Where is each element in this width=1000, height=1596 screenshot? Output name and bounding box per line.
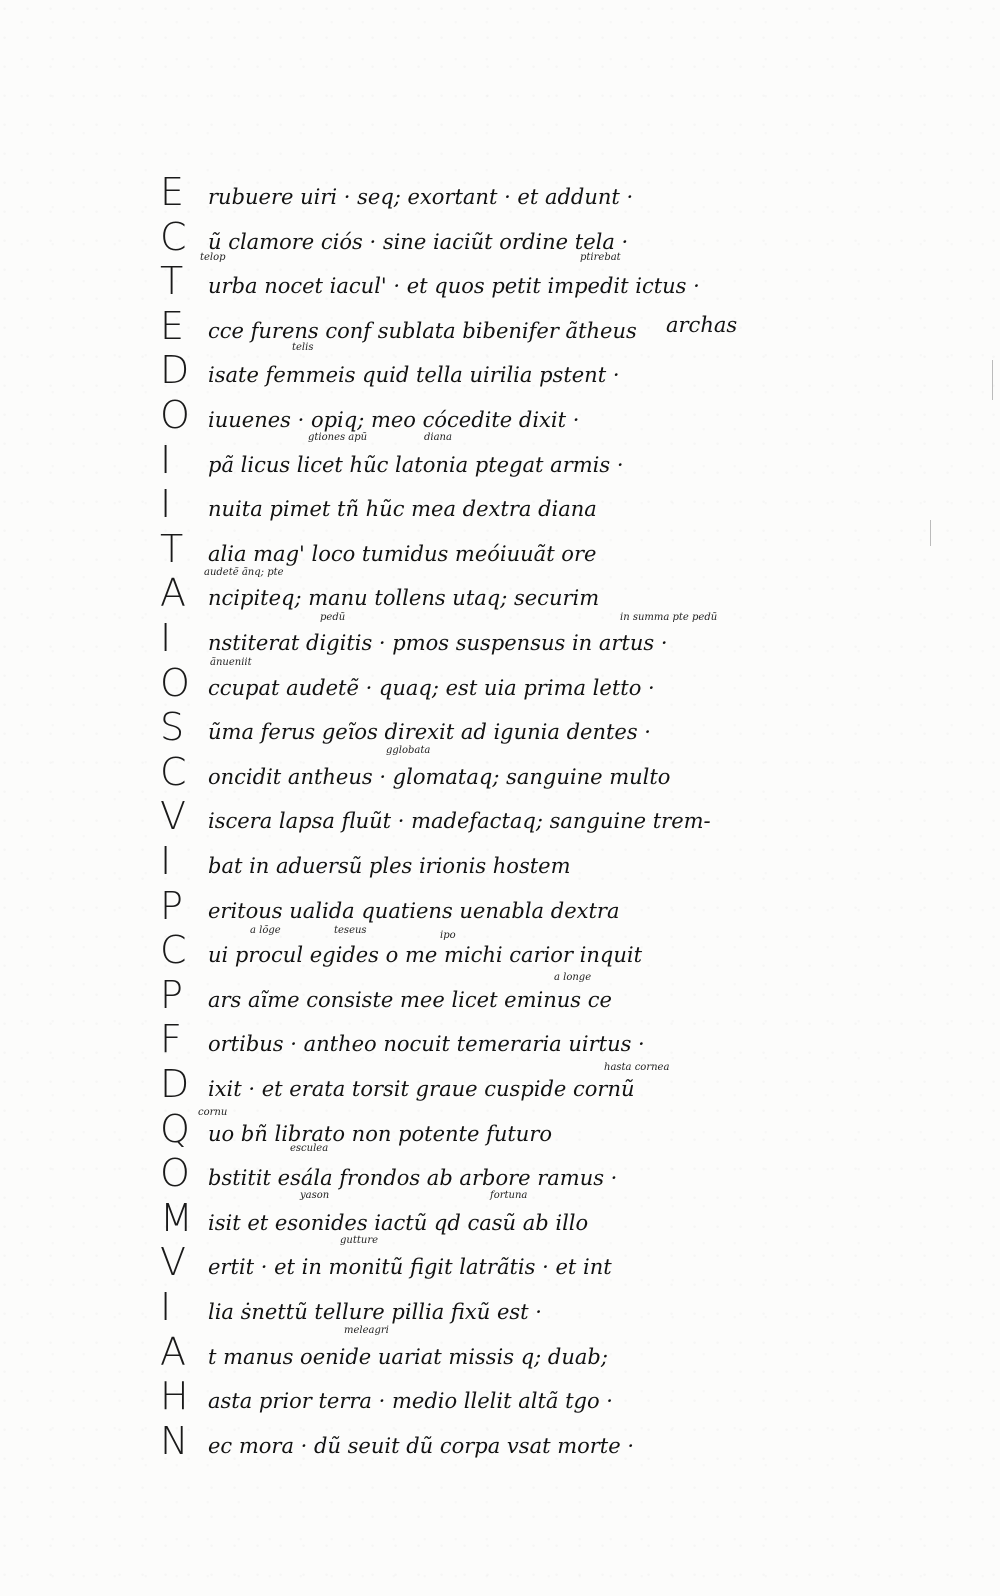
verse-line xyxy=(160,1285,780,1335)
verse-text: rubuere uiri · seq; exortant · et addunt · xyxy=(208,185,634,209)
verse-initial: C xyxy=(160,749,187,794)
verse-initial: N xyxy=(160,1418,189,1463)
verse-initial: V xyxy=(160,1240,186,1285)
interlinear-gloss: a longe xyxy=(554,972,592,983)
verse-text: ortibus · antheo nocuit temeraria uirtus · xyxy=(208,1032,645,1057)
verse-initial: E xyxy=(160,170,185,214)
verse-initial: M xyxy=(160,1195,193,1240)
verse-line xyxy=(160,839,780,889)
verse-text: lia ṡnettũ tellure pillia fixũ est · xyxy=(208,1300,542,1324)
interlinear-gloss: pedũ xyxy=(320,612,346,623)
verse-initial: C xyxy=(160,928,187,973)
verse-line xyxy=(160,482,780,532)
verse-line xyxy=(160,259,780,309)
verse-line xyxy=(160,705,780,755)
verse-text: ncipiteq; manu tollens utaq; securim xyxy=(208,586,600,611)
verse-initial: I xyxy=(160,482,172,527)
verse-initial: H xyxy=(160,1374,189,1419)
verse-initial: T xyxy=(160,526,184,571)
verse-initial: I xyxy=(160,1285,172,1329)
verse-text: alia mag' loco tumidus meóiuuãt ore xyxy=(208,541,597,566)
verse-initial: D xyxy=(160,1062,190,1106)
interlinear-gloss: teseus xyxy=(334,925,367,936)
verse-text: pã licus licet hũc latonia ptegat armis · xyxy=(208,452,624,477)
verse-text: iscera lapsa fluũt · madefactaq; sanguine trem- xyxy=(208,809,711,834)
interlinear-gloss: fortuna xyxy=(490,1190,528,1201)
verse-initial: O xyxy=(160,660,190,705)
verse-line xyxy=(160,393,780,443)
interlinear-gloss: ptirebat xyxy=(580,252,621,263)
verse-text: ixit · et erata torsit graue cuspide cornũ xyxy=(208,1077,635,1101)
verse-text: urba nocet iacul' · et quos petit impedit ictus · xyxy=(208,274,700,299)
verse-text: ui procul egides o me michi carior inquit xyxy=(208,943,643,968)
verse-text: cce furens conf sublata bibenifer ãtheus xyxy=(208,318,637,343)
interlinear-gloss: gtiones apũ xyxy=(308,432,368,443)
verse-text: oncidit antheus · glomataq; sanguine multo xyxy=(208,764,671,789)
interlinear-gloss: gutture xyxy=(340,1235,379,1246)
verse-line xyxy=(160,794,780,844)
verse-initial: Q xyxy=(160,1106,190,1151)
interlinear-gloss: meleagri xyxy=(344,1325,389,1336)
verse-text: ec mora · dũ seuit dũ corpa vsat morte · xyxy=(208,1433,635,1458)
verse-text: isate femmeis quid tella uirilia pstent · xyxy=(208,363,620,388)
interlinear-gloss: esculea xyxy=(290,1143,329,1154)
interlinear-gloss: telop xyxy=(200,252,226,263)
verse-text: bat in aduersũ ples irionis hostem xyxy=(208,854,571,878)
verse-initial: V xyxy=(160,794,186,839)
verse-text: ars aĩme consiste mee licet eminus ce xyxy=(208,987,612,1012)
verse-text: iuuenes · opiq; meo cócedite dixit · xyxy=(208,408,580,432)
verse-text: eritous ualida quatiens uenabla dextra xyxy=(208,898,620,923)
verse-text: bstitit esála frondos ab arbore ramus · xyxy=(208,1166,618,1191)
verse-initial: O xyxy=(160,1151,190,1196)
verse-line xyxy=(160,170,780,220)
verse-line xyxy=(160,214,780,265)
verse-initial: A xyxy=(160,571,186,616)
interlinear-gloss: ãnueniit xyxy=(210,657,252,668)
verse-text: ũ clamore ciós · sine iaciũt ordine tela · xyxy=(208,229,629,254)
interlinear-gloss: cornu xyxy=(198,1107,228,1118)
verse-initial: I xyxy=(160,616,172,660)
verse-line xyxy=(160,1017,780,1067)
verse-initial: I xyxy=(160,839,172,883)
verse-initial: T xyxy=(160,259,184,304)
verse-initial: C xyxy=(160,214,187,259)
verse-text: nuita pimet tñ hũc mea dextra diana xyxy=(208,497,597,522)
verse-text: ccupat audetẽ · quaq; est uia prima letto · xyxy=(208,675,655,700)
verse-initial: F xyxy=(160,1017,182,1062)
verse-line xyxy=(160,348,780,398)
marginal-word: archas xyxy=(666,313,738,337)
verse-text: ertit · et in monitũ figit latrãtis · et int xyxy=(208,1255,612,1280)
verse-initial: O xyxy=(160,393,190,437)
interlinear-gloss: diana xyxy=(424,432,452,443)
verse-line xyxy=(160,1151,780,1201)
verse-text: ũma ferus geĩos direxit ad igunia dentes · xyxy=(208,720,651,745)
verse-line xyxy=(160,1418,780,1469)
verse-initial: E xyxy=(160,303,185,348)
interlinear-gloss: hasta cornea xyxy=(604,1062,670,1073)
interlinear-gloss: a lõge xyxy=(250,925,281,936)
interlinear-gloss: audetẽ ãnq; pte xyxy=(204,567,284,578)
interlinear-gloss: gglobata xyxy=(386,745,431,756)
verse-initial: S xyxy=(160,705,185,750)
verse-initial: P xyxy=(160,972,183,1017)
verse-initial: A xyxy=(160,1329,186,1374)
verse-text: nstiterat digitis · pmos suspensus in artus · xyxy=(208,631,668,655)
verse-initial: D xyxy=(160,348,190,393)
interlinear-gloss: ipo xyxy=(440,930,456,941)
interlinear-gloss: in summa pte pedũ xyxy=(620,612,718,623)
interlinear-gloss: yason xyxy=(300,1190,330,1201)
verse-text: t manus oenide uariat missis q; duab; xyxy=(208,1344,608,1369)
verse-text: uo bñ librato non potente futuro xyxy=(208,1121,553,1146)
verse-initial: I xyxy=(160,437,172,482)
verse-text: isit et esonides iactũ qd casũ ab illo xyxy=(208,1210,589,1235)
interlinear-gloss: telis xyxy=(292,342,314,353)
right-edge-mark xyxy=(930,520,931,546)
verse-text: asta prior terra · medio llelit altã tgo · xyxy=(208,1389,613,1414)
verse-line xyxy=(160,1374,780,1424)
right-edge-mark xyxy=(992,360,993,400)
verse-initial: P xyxy=(160,883,183,928)
